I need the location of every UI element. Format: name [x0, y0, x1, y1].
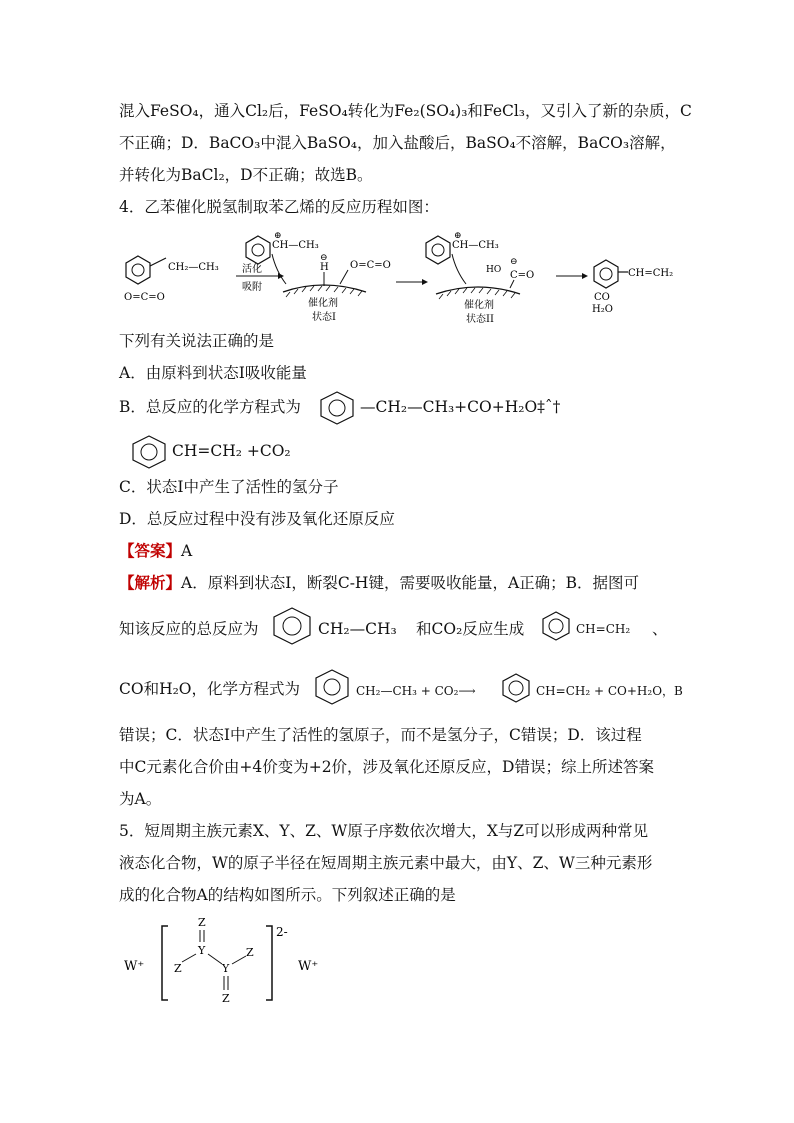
- answer-line: [119, 540, 192, 562]
- arrow-label-adsorption: 吸附: [242, 282, 262, 293]
- option-b-equation: —CH₂—CH₃+CO+H₂O‡ˆ†: [360, 398, 561, 416]
- benzene-ring-icon: [246, 236, 270, 264]
- carbocation-plus-icon: ⊕: [274, 231, 282, 241]
- hydroxyl-label: HO: [486, 265, 502, 275]
- carbocation-label: CH—CH₃: [452, 240, 499, 251]
- option-b-benzene-icon: [312, 390, 362, 426]
- compound-a-structure-diagram: [118, 912, 338, 1012]
- h2o-product-label: H₂O: [592, 304, 613, 315]
- option-a: A．由原料到状态I吸收能量: [119, 364, 307, 382]
- benzene-ring-icon: [594, 260, 618, 288]
- arrow-label-activation: 活化: [242, 264, 262, 275]
- co-product-label: CO: [594, 292, 610, 303]
- analysis-ethyl-text: CH₂—CH₃: [318, 620, 397, 638]
- q4-title: 4．乙苯催化脱氢制取苯乙烯的反应历程如图：: [119, 198, 439, 216]
- carbocation-plus-icon: ⊕: [454, 231, 462, 241]
- q5-line-1: 5．短周期主族元素X、Y、Z、W原子序数依次增大，X与Z可以形成两种常见: [119, 822, 649, 840]
- analysis-vinyl-text: CH=CH₂: [576, 622, 631, 636]
- reaction-mechanism-diagram: [118, 226, 698, 326]
- analysis-comma: 、: [652, 620, 668, 638]
- analysis-benzene-icon: [266, 606, 318, 646]
- option-b: [119, 396, 301, 418]
- option-d: D．总反应过程中没有涉及氧化还原反应: [119, 510, 395, 528]
- analysis-line-3: CO和H₂O，化学方程式为: [119, 680, 301, 698]
- prev-explanation-line-3: 并转化为BaCl₂，D不正确；故选B。: [119, 166, 373, 184]
- answer-label: 【答案】: [119, 541, 182, 560]
- atom-z-top: Z: [198, 916, 206, 929]
- analysis-styrene-icon: [536, 610, 576, 642]
- cation-w-left: W⁺: [124, 959, 145, 974]
- equation-styrene-icon: [496, 672, 536, 704]
- option-b-prefix: B．总反应的化学方程式为: [119, 398, 301, 416]
- atom-z-right: Z: [246, 946, 254, 959]
- hydride-minus-icon: ⊖: [320, 253, 328, 263]
- vinyl-group-label: CH=CH₂: [628, 268, 674, 279]
- answer-value: A: [181, 542, 193, 560]
- analysis-line-4: 错误；C．状态I中产生了活性的氢原子，而不是氢分子，C错误；D．该过程: [119, 726, 642, 744]
- equation-reactant-text: CH₂—CH₃ + CO₂⟶: [356, 684, 476, 698]
- atom-z-left: Z: [174, 962, 182, 975]
- carbocation-label: CH—CH₃: [272, 240, 319, 251]
- co2-reactant-label: O=C=O: [124, 292, 165, 303]
- state2-label: 状态II: [466, 314, 494, 325]
- q4-stem: 下列有关说法正确的是: [119, 332, 275, 350]
- prev-explanation-line-1: 混入FeSO₄，通入Cl₂后，FeSO₄转化为Fe₂(SO₄)₃和FeCl₃，又引入了新的杂质，C: [119, 102, 692, 120]
- analysis-line-5: 中C元素化合价由+4价变为+2价，涉及氧化还原反应，D错误；综上所述答案: [119, 758, 654, 776]
- state1-label: 状态I: [312, 312, 336, 323]
- cation-w-right: W⁺: [298, 959, 319, 974]
- adsorbed-co2-label: O=C=O: [350, 260, 391, 271]
- option-b-equation-line-2: CH=CH₂ +CO₂: [172, 442, 291, 460]
- atom-z-bottom: Z: [222, 992, 230, 1005]
- analysis-label: 【解析】: [119, 573, 182, 592]
- equation-product-text: CH=CH₂ + CO+H₂O，B: [536, 684, 683, 698]
- option-b-line2-benzene-icon: [124, 434, 174, 470]
- q5-line-3: 成的化合物A的结构如图所示。下列叙述正确的是: [119, 886, 456, 904]
- atom-y-left: Y: [198, 944, 206, 957]
- hydrogen-label: H: [320, 262, 329, 273]
- analysis-line-2-mid: 和CO₂反应生成: [416, 620, 525, 638]
- minus-icon: ⊖: [510, 257, 518, 267]
- atom-y-right: Y: [222, 962, 230, 975]
- carbonyl-label: C=O: [510, 270, 535, 281]
- catalyst-label-2: 催化剂: [464, 300, 494, 311]
- prev-explanation-line-2: 不正确；D．BaCO₃中混入BaSO₄，加入盐酸后，BaSO₄不溶解，BaCO₃溶解，: [119, 134, 676, 152]
- q5-line-2: 液态化合物，W的原子半径在短周期主族元素中最大，由Y、Z、W三种元素形: [119, 854, 653, 872]
- option-c: C．状态I中产生了活性的氢分子: [119, 478, 339, 496]
- equation-benzene-icon: [308, 668, 356, 706]
- analysis-line-1: 【解析】A．原料到状态I，断裂C-H键，需要吸收能量，A正确；B．据图可: [119, 573, 640, 592]
- benzene-ring-icon: [426, 236, 450, 264]
- analysis-line-6: 为A。: [119, 790, 162, 808]
- analysis-line-2: 知该反应的总反应为: [119, 620, 259, 638]
- benzene-ring-icon: [126, 256, 150, 284]
- ethyl-group-label: CH₂—CH₃: [168, 262, 219, 273]
- anion-charge: 2-: [276, 925, 288, 939]
- catalyst-label-1: 催化剂: [308, 298, 338, 309]
